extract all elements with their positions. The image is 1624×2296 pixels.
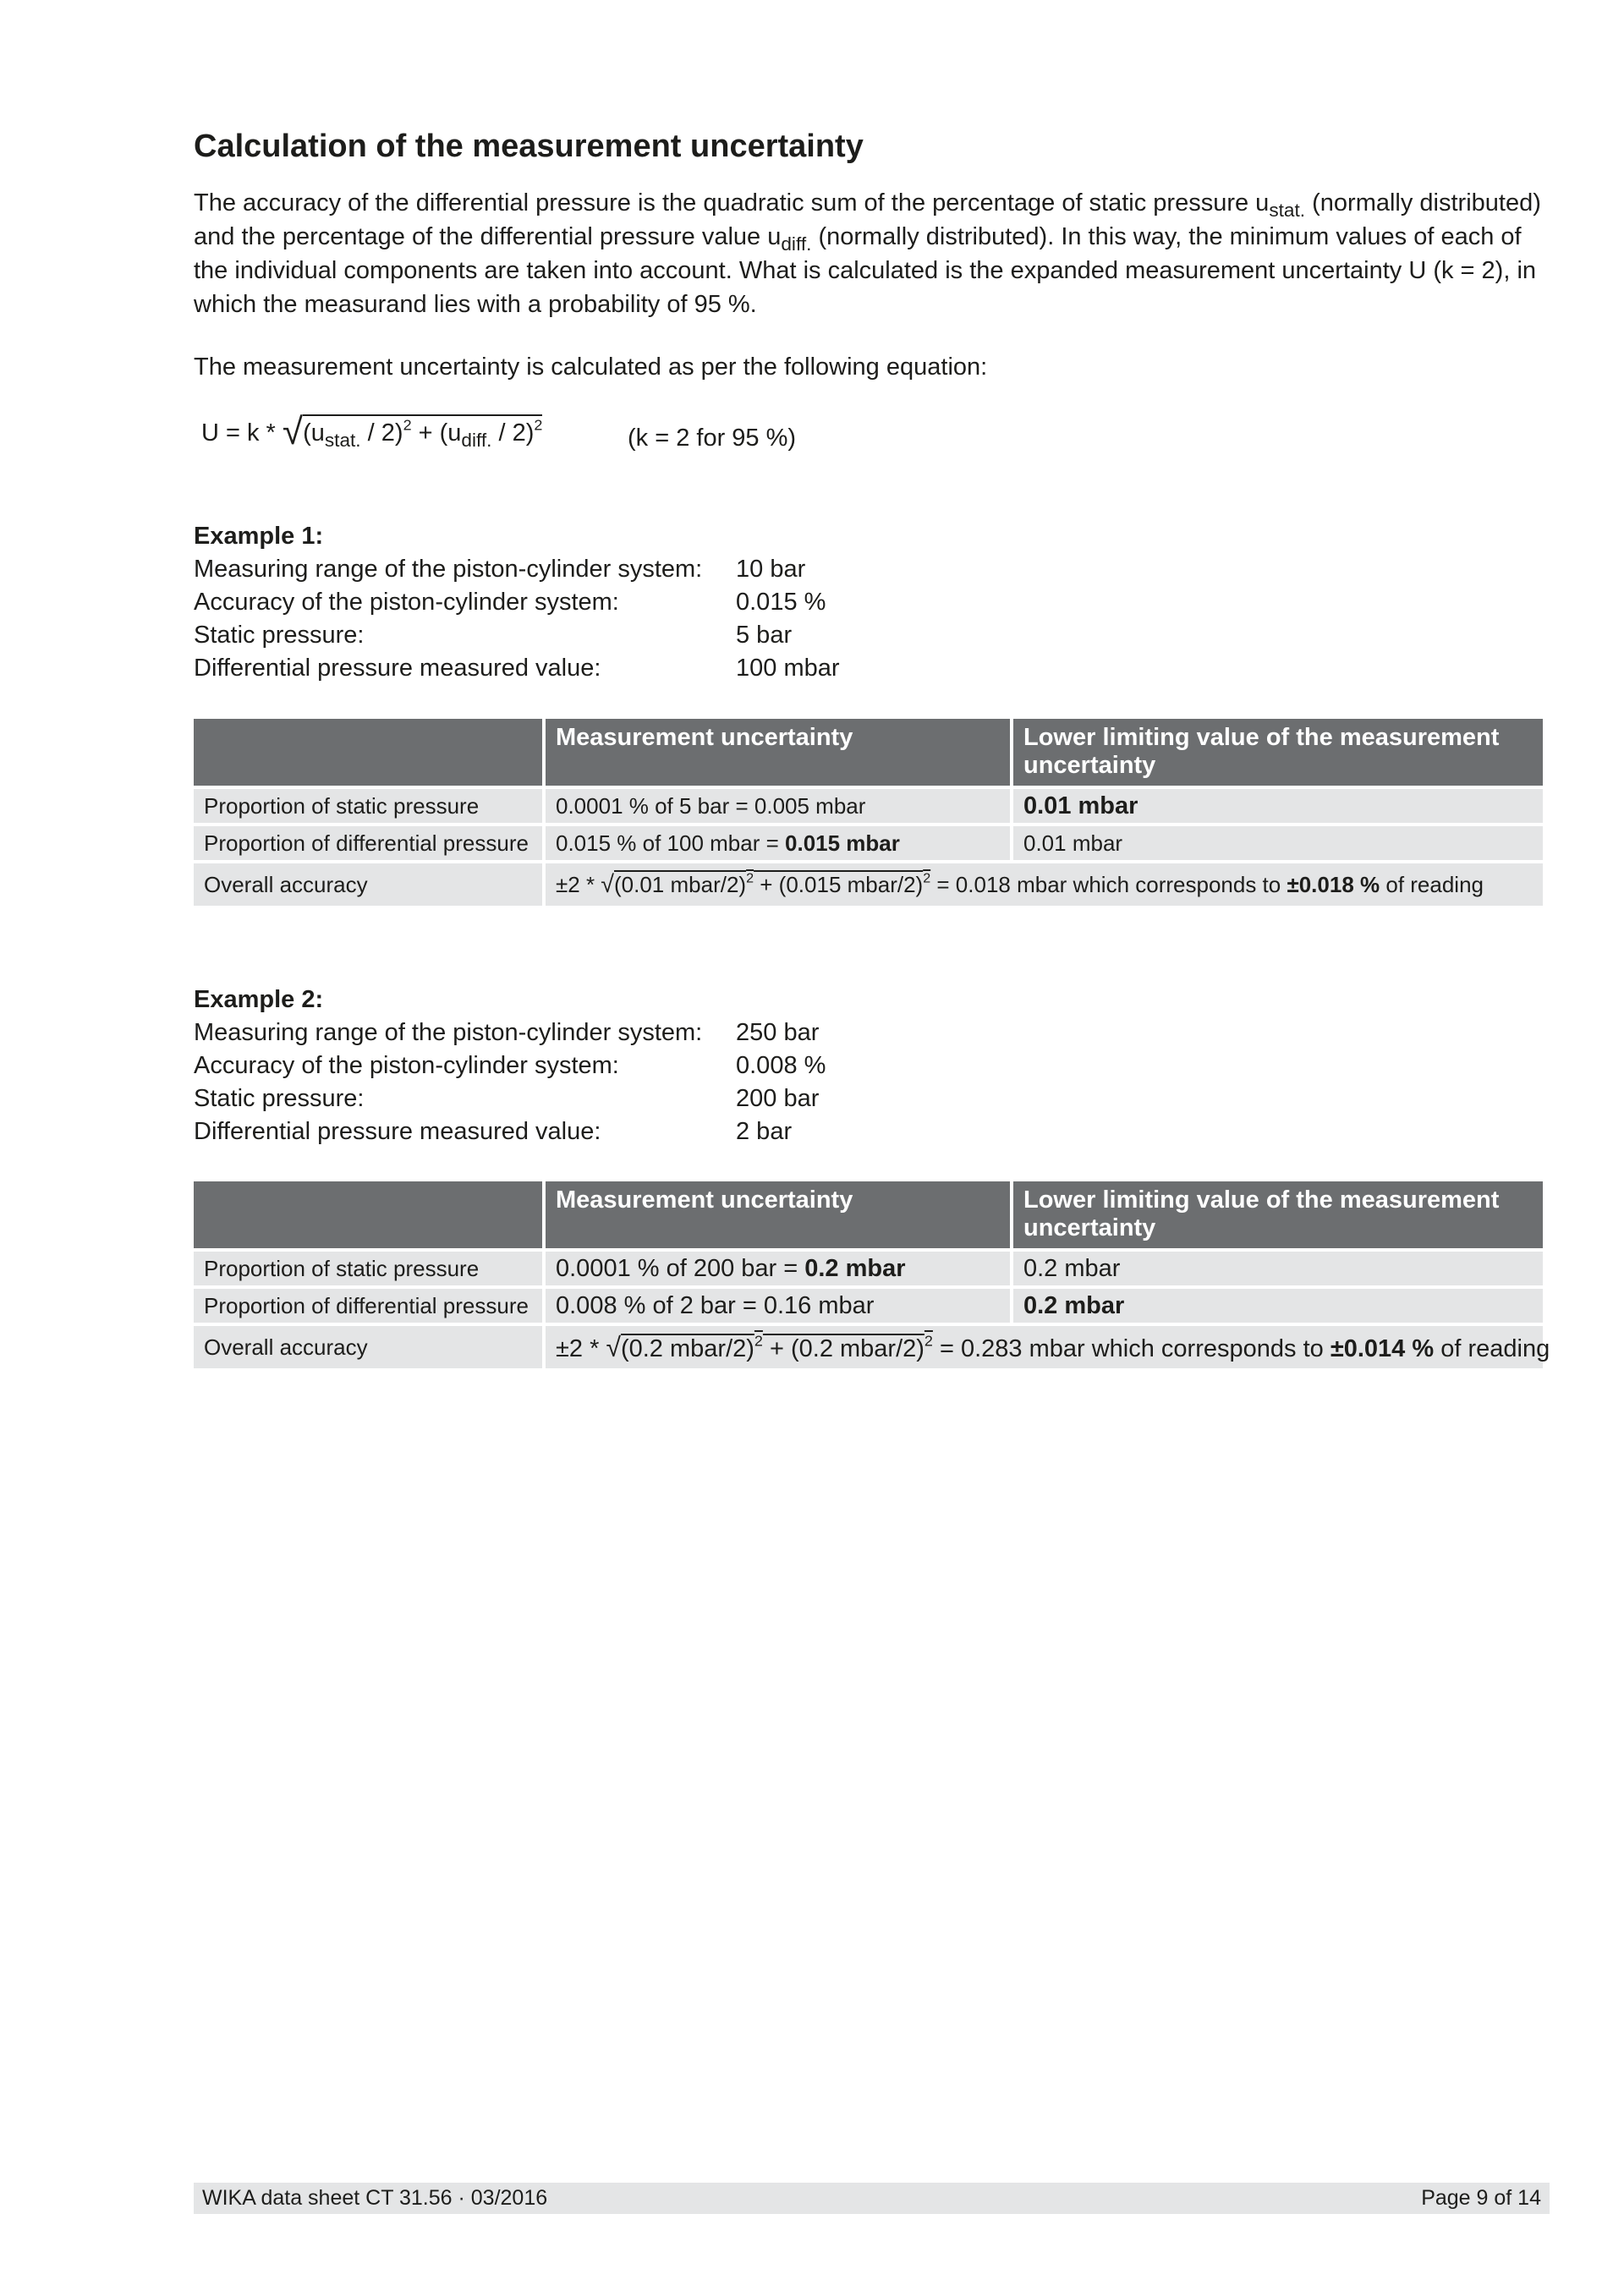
row-label: Overall accuracy (194, 863, 542, 906)
overall-tail: of reading (1434, 1334, 1550, 1362)
header-measurement-uncertainty: Measurement uncertainty (546, 1181, 1010, 1248)
formula-sub-stat: stat. (324, 429, 361, 451)
overall-pre: ±2 * (556, 1334, 606, 1362)
spec-label: Accuracy of the piston-cylinder system: (194, 589, 619, 616)
table-row (194, 789, 1543, 823)
intro-sub-diff: diff. (781, 233, 812, 255)
spec-row (194, 1085, 955, 1118)
header-measurement-uncertainty: Measurement uncertainty (546, 719, 1010, 786)
spec-value: 0.015 % (736, 589, 826, 616)
overall-pre: ±2 * (556, 871, 601, 897)
mu-cell (546, 1252, 1010, 1285)
formula-square: 2 (534, 416, 543, 434)
spec-value: 100 mbar (736, 655, 840, 682)
spec-row (194, 622, 955, 655)
overall-bold: ±0.014 % (1330, 1334, 1435, 1362)
square-root-icon: √ (606, 1331, 621, 1362)
mu-cell (546, 789, 1010, 823)
intro-text-2: (normally distributed) and the percentage of the differential pressure value u (194, 189, 1541, 250)
footer-page-number: Page 9 of 14 (1421, 2186, 1541, 2210)
formula-part: (u (303, 419, 325, 447)
spec-value: 250 bar (736, 1019, 820, 1046)
intro-text-1: The accuracy of the differential pressure is the quadratic sum of the percentage of static pressure u (194, 189, 1270, 216)
header-lower-limit: Lower limiting value of the measurement uncertainty (1013, 719, 1543, 786)
formula-part: + (u (411, 419, 462, 447)
square-root-icon: √ (601, 870, 614, 898)
spec-value: 0.008 % (736, 1052, 826, 1079)
spec-label: Static pressure: (194, 1085, 365, 1112)
table-row (194, 1289, 1543, 1323)
spec-value: 2 bar (736, 1118, 793, 1145)
overall-term: + (0.2 mbar/2) (762, 1334, 924, 1362)
spec-row (194, 1052, 955, 1085)
spec-row (194, 1019, 955, 1052)
row-label: Proportion of differential pressure (194, 826, 542, 860)
mu-bold: 0.2 mbar (804, 1254, 906, 1282)
overall-term: + (0.015 mbar/2) (754, 871, 924, 897)
table-row (194, 863, 1543, 906)
spec-row (194, 655, 955, 688)
spec-label: Differential pressure measured value: (194, 655, 601, 682)
lower-cell: 0.2 mbar (1013, 1252, 1543, 1285)
example-1-table (190, 715, 1546, 909)
overall-cell (546, 1326, 1550, 1368)
page-title: Calculation of the measurement uncertainty (194, 129, 864, 164)
lower-value: 0.01 mbar (1023, 792, 1138, 819)
header-empty (194, 719, 542, 786)
overall-square: 2 (754, 1331, 763, 1349)
lower-value: 0.2 mbar (1023, 1291, 1125, 1319)
row-label: Proportion of static pressure (194, 1252, 542, 1285)
table-row (194, 1252, 1543, 1285)
spec-label: Measuring range of the piston-cylinder system: (194, 1019, 703, 1046)
uncertainty-formula (201, 411, 542, 453)
overall-term: (0.2 mbar/2) (620, 1334, 754, 1362)
spec-value: 10 bar (736, 556, 806, 583)
example-2-table (190, 1178, 1550, 1372)
table-header-row (194, 1181, 1543, 1248)
overall-square: 2 (923, 870, 931, 886)
mu-text: 0.008 % of 2 bar = 0.16 mbar (556, 1291, 875, 1319)
overall-tail: of reading (1380, 871, 1484, 897)
page-footer (194, 2183, 1550, 2214)
mu-text: 0.0001 % of 5 bar = 0.005 mbar (556, 792, 866, 819)
lower-cell (1013, 1289, 1543, 1323)
spec-label: Static pressure: (194, 622, 365, 649)
overall-square: 2 (924, 1331, 933, 1349)
row-label: Overall accuracy (194, 1326, 542, 1368)
intro-text-3: (normally distributed). In this way, the minimum values of each of the individual components are taken into account. What is calculated is the expanded measurement uncertainty U (k = 2), in which the measurand lies with a probability of 95 %. (194, 223, 1537, 318)
spec-row (194, 589, 955, 622)
spec-label: Measuring range of the piston-cylinder system: (194, 556, 703, 583)
formula-lhs: U = k * (201, 419, 283, 447)
formula-square: 2 (403, 416, 412, 434)
spec-value: 5 bar (736, 622, 793, 649)
overall-bold: ±0.018 % (1287, 871, 1380, 897)
mu-cell (546, 1289, 1010, 1323)
example-2-title: Example 2: (194, 986, 324, 1013)
header-empty (194, 1181, 542, 1248)
footer-document-id: WIKA data sheet CT 31.56 · 03/2016 (202, 2186, 548, 2210)
table-row (194, 1326, 1543, 1368)
mu-text: 0.015 % of 100 mbar = (556, 830, 786, 856)
overall-term: (0.01 mbar/2) (614, 871, 747, 897)
example-1-title: Example 1: (194, 523, 324, 550)
table-header-row (194, 719, 1543, 786)
example-2-specs (194, 1019, 955, 1151)
mu-text: 0.0001 % of 200 bar = (556, 1254, 805, 1282)
overall-radicand (614, 872, 930, 897)
lower-cell: 0.01 mbar (1013, 826, 1543, 860)
overall-cell (546, 863, 1543, 906)
formula-part: / 2) (360, 419, 403, 447)
intro-paragraph (194, 186, 1550, 321)
lower-cell (1013, 789, 1543, 823)
row-label: Proportion of differential pressure (194, 1289, 542, 1323)
spec-row (194, 1118, 955, 1151)
formula-part: / 2) (491, 419, 535, 447)
table-row (194, 826, 1543, 860)
overall-radicand (620, 1331, 933, 1362)
mu-cell (546, 826, 1010, 860)
overall-post: = 0.283 mbar which corresponds to (932, 1334, 1330, 1362)
example-1-specs (194, 556, 955, 688)
spec-value: 200 bar (736, 1085, 820, 1112)
formula-radicand (303, 414, 543, 451)
overall-square: 2 (746, 870, 754, 886)
spec-label: Differential pressure measured value: (194, 1118, 601, 1145)
equation-intro: The measurement uncertainty is calculated as per the following equation: (194, 353, 988, 381)
square-root-icon: √ (282, 411, 304, 452)
formula-sub-diff: diff. (461, 429, 492, 451)
mu-bold: 0.015 mbar (785, 830, 900, 856)
header-lower-limit: Lower limiting value of the measurement uncertainty (1013, 1181, 1543, 1248)
spec-row (194, 556, 955, 589)
intro-sub-stat: stat. (1269, 199, 1306, 221)
row-label: Proportion of static pressure (194, 789, 542, 823)
overall-post: = 0.018 mbar which corresponds to (930, 871, 1287, 897)
spec-label: Accuracy of the piston-cylinder system: (194, 1052, 619, 1079)
formula-note: (k = 2 for 95 %) (628, 425, 797, 452)
